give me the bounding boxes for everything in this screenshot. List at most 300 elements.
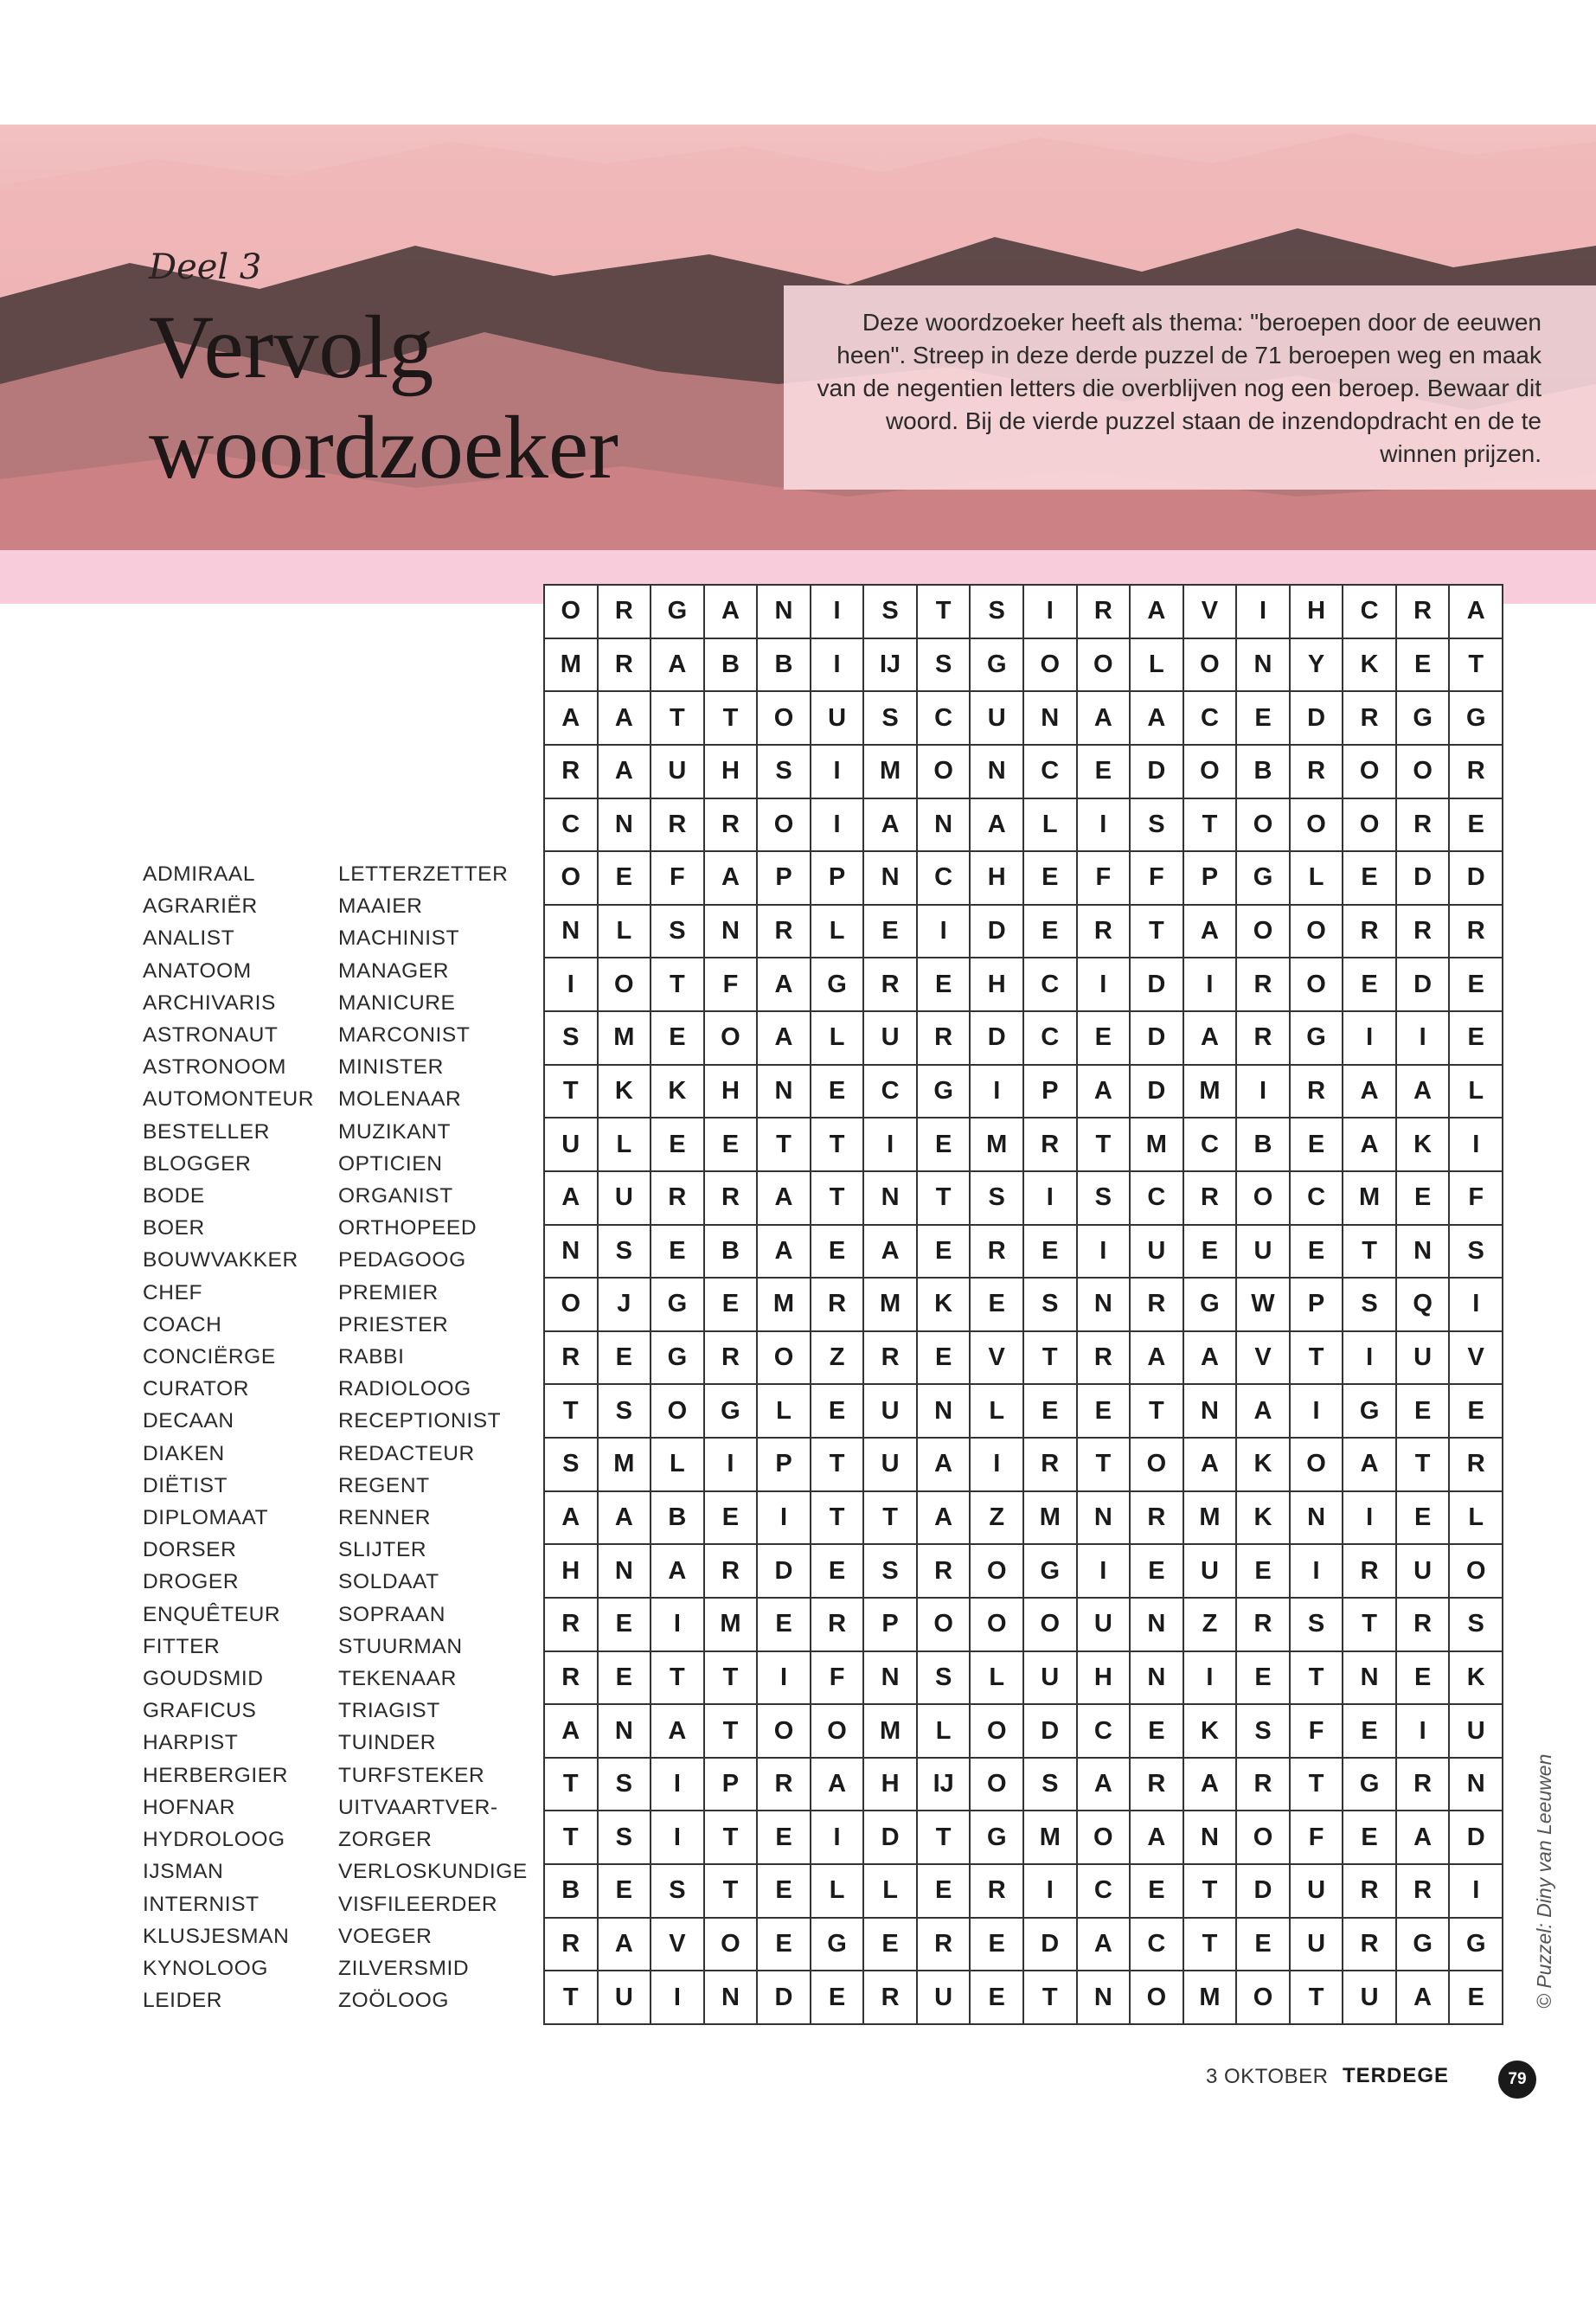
grid-cell[interactable]: A [1450, 586, 1503, 639]
grid-cell[interactable]: E [599, 1865, 652, 1919]
grid-cell[interactable]: G [1184, 1279, 1238, 1332]
grid-cell[interactable]: L [1131, 639, 1184, 693]
grid-cell[interactable]: R [1237, 1599, 1291, 1652]
grid-cell[interactable]: T [1343, 1599, 1397, 1652]
grid-cell[interactable]: U [1291, 1919, 1344, 1972]
grid-cell[interactable]: A [545, 1705, 599, 1759]
grid-cell[interactable]: D [758, 1971, 811, 2025]
grid-cell[interactable]: O [651, 1385, 705, 1439]
grid-cell[interactable]: I [1450, 1865, 1503, 1919]
grid-cell[interactable]: N [1184, 1811, 1238, 1865]
grid-cell[interactable]: F [1291, 1705, 1344, 1759]
grid-cell[interactable]: R [1397, 1759, 1451, 1812]
grid-cell[interactable]: A [1078, 1919, 1131, 1972]
grid-cell[interactable]: E [1291, 1226, 1344, 1279]
grid-cell[interactable]: G [971, 1811, 1024, 1865]
grid-cell[interactable]: B [705, 1226, 759, 1279]
grid-cell[interactable]: V [1184, 586, 1238, 639]
grid-cell[interactable]: T [705, 1652, 759, 1706]
grid-cell[interactable]: A [651, 1705, 705, 1759]
grid-cell[interactable]: T [651, 1652, 705, 1706]
grid-cell[interactable]: M [599, 1439, 652, 1492]
grid-cell[interactable]: L [1450, 1492, 1503, 1546]
grid-cell[interactable]: T [758, 1118, 811, 1172]
grid-cell[interactable]: O [705, 1012, 759, 1066]
grid-cell[interactable]: M [1024, 1492, 1078, 1546]
grid-cell[interactable]: L [811, 1012, 865, 1066]
grid-cell[interactable]: E [1237, 692, 1291, 746]
grid-cell[interactable]: N [1024, 692, 1078, 746]
grid-cell[interactable]: I [651, 1811, 705, 1865]
grid-cell[interactable]: C [545, 799, 599, 853]
grid-cell[interactable]: E [1078, 1385, 1131, 1439]
grid-cell[interactable]: R [599, 639, 652, 693]
grid-cell[interactable]: S [651, 1865, 705, 1919]
grid-cell[interactable]: E [1397, 1492, 1451, 1546]
grid-cell[interactable]: M [705, 1599, 759, 1652]
grid-cell[interactable]: E [918, 1332, 971, 1386]
grid-cell[interactable]: R [1450, 1439, 1503, 1492]
grid-cell[interactable]: A [1131, 692, 1184, 746]
grid-cell[interactable]: L [811, 1865, 865, 1919]
grid-cell[interactable]: R [651, 1172, 705, 1226]
grid-cell[interactable]: S [864, 692, 918, 746]
grid-cell[interactable]: M [599, 1012, 652, 1066]
grid-cell[interactable]: N [545, 1226, 599, 1279]
grid-cell[interactable]: E [811, 1066, 865, 1119]
grid-cell[interactable]: R [1291, 746, 1344, 799]
grid-cell[interactable]: T [545, 1066, 599, 1119]
grid-cell[interactable]: R [758, 906, 811, 959]
grid-cell[interactable]: IJ [864, 639, 918, 693]
grid-cell[interactable]: P [1291, 1279, 1344, 1332]
grid-cell[interactable]: U [1078, 1599, 1131, 1652]
grid-cell[interactable]: F [1291, 1811, 1344, 1865]
grid-cell[interactable]: R [1397, 799, 1451, 853]
grid-cell[interactable]: E [758, 1599, 811, 1652]
grid-cell[interactable]: R [1291, 1066, 1344, 1119]
grid-cell[interactable]: A [1397, 1971, 1451, 2025]
grid-cell[interactable]: I [1184, 958, 1238, 1012]
grid-cell[interactable]: R [918, 1919, 971, 1972]
grid-cell[interactable]: A [1343, 1118, 1397, 1172]
grid-cell[interactable]: E [1343, 958, 1397, 1012]
grid-cell[interactable]: I [811, 799, 865, 853]
grid-cell[interactable]: A [758, 1226, 811, 1279]
grid-cell[interactable]: O [1237, 1971, 1291, 2025]
grid-cell[interactable]: I [651, 1599, 705, 1652]
grid-cell[interactable]: O [758, 1705, 811, 1759]
grid-cell[interactable]: O [1237, 799, 1291, 853]
grid-cell[interactable]: D [971, 1012, 1024, 1066]
grid-cell[interactable]: P [758, 852, 811, 906]
grid-cell[interactable]: T [1078, 1118, 1131, 1172]
grid-cell[interactable]: K [1397, 1118, 1451, 1172]
grid-cell[interactable]: I [811, 746, 865, 799]
grid-cell[interactable]: R [1078, 906, 1131, 959]
grid-cell[interactable]: T [1291, 1759, 1344, 1812]
grid-cell[interactable]: O [599, 958, 652, 1012]
grid-cell[interactable]: A [599, 1919, 652, 1972]
grid-cell[interactable]: S [1237, 1705, 1291, 1759]
grid-cell[interactable]: I [1184, 1652, 1238, 1706]
grid-cell[interactable]: K [599, 1066, 652, 1119]
grid-cell[interactable]: G [918, 1066, 971, 1119]
grid-cell[interactable]: H [971, 958, 1024, 1012]
grid-cell[interactable]: I [1291, 1545, 1344, 1599]
grid-cell[interactable]: M [1343, 1172, 1397, 1226]
grid-cell[interactable]: L [971, 1385, 1024, 1439]
grid-cell[interactable]: B [651, 1492, 705, 1546]
grid-cell[interactable]: O [1024, 1599, 1078, 1652]
grid-cell[interactable]: D [1397, 958, 1451, 1012]
grid-cell[interactable]: R [651, 799, 705, 853]
grid-cell[interactable]: R [545, 1919, 599, 1972]
grid-cell[interactable]: A [971, 799, 1024, 853]
grid-cell[interactable]: I [1343, 1332, 1397, 1386]
grid-cell[interactable]: E [1078, 746, 1131, 799]
grid-cell[interactable]: U [599, 1172, 652, 1226]
grid-cell[interactable]: D [1450, 1811, 1503, 1865]
grid-cell[interactable]: E [1450, 1385, 1503, 1439]
grid-cell[interactable]: I [651, 1759, 705, 1812]
grid-cell[interactable]: C [918, 852, 971, 906]
grid-cell[interactable]: T [1397, 1439, 1451, 1492]
grid-cell[interactable]: A [1131, 1332, 1184, 1386]
grid-cell[interactable]: M [545, 639, 599, 693]
grid-cell[interactable]: U [545, 1118, 599, 1172]
grid-cell[interactable]: T [705, 1865, 759, 1919]
grid-cell[interactable]: E [918, 1118, 971, 1172]
grid-cell[interactable]: R [971, 1226, 1024, 1279]
grid-cell[interactable]: T [705, 1811, 759, 1865]
grid-cell[interactable]: R [1024, 1118, 1078, 1172]
grid-cell[interactable]: R [1397, 1599, 1451, 1652]
grid-cell[interactable]: M [1184, 1492, 1238, 1546]
grid-cell[interactable]: W [1237, 1279, 1291, 1332]
grid-cell[interactable]: L [918, 1705, 971, 1759]
grid-cell[interactable]: S [864, 1545, 918, 1599]
grid-cell[interactable]: T [1291, 1971, 1344, 2025]
grid-cell[interactable]: E [1237, 1545, 1291, 1599]
grid-cell[interactable]: A [1131, 586, 1184, 639]
grid-cell[interactable]: A [864, 1226, 918, 1279]
grid-cell[interactable]: C [918, 692, 971, 746]
grid-cell[interactable]: A [705, 586, 759, 639]
grid-cell[interactable]: A [1078, 1759, 1131, 1812]
grid-cell[interactable]: J [599, 1279, 652, 1332]
grid-cell[interactable]: E [758, 1919, 811, 1972]
grid-cell[interactable]: N [1184, 1385, 1238, 1439]
grid-cell[interactable]: N [599, 1545, 652, 1599]
grid-cell[interactable]: Z [1184, 1599, 1238, 1652]
grid-cell[interactable]: M [1184, 1971, 1238, 2025]
grid-cell[interactable]: A [1397, 1066, 1451, 1119]
grid-cell[interactable]: D [1237, 1865, 1291, 1919]
grid-cell[interactable]: N [705, 1971, 759, 2025]
grid-cell[interactable]: M [1131, 1118, 1184, 1172]
grid-cell[interactable]: T [545, 1971, 599, 2025]
grid-cell[interactable]: E [599, 852, 652, 906]
grid-cell[interactable]: B [705, 639, 759, 693]
grid-cell[interactable]: E [1024, 906, 1078, 959]
grid-cell[interactable]: F [811, 1652, 865, 1706]
grid-cell[interactable]: R [1397, 1865, 1451, 1919]
grid-cell[interactable]: I [1291, 1385, 1344, 1439]
grid-cell[interactable]: O [1024, 639, 1078, 693]
grid-cell[interactable]: I [1078, 799, 1131, 853]
grid-cell[interactable]: A [599, 1492, 652, 1546]
grid-cell[interactable]: A [599, 746, 652, 799]
grid-cell[interactable]: R [1397, 906, 1451, 959]
grid-cell[interactable]: R [1343, 906, 1397, 959]
grid-cell[interactable]: R [1343, 1545, 1397, 1599]
grid-cell[interactable]: E [1450, 1012, 1503, 1066]
grid-cell[interactable]: E [758, 1811, 811, 1865]
grid-cell[interactable]: O [971, 1599, 1024, 1652]
grid-cell[interactable]: O [545, 586, 599, 639]
grid-cell[interactable]: E [918, 1226, 971, 1279]
grid-cell[interactable]: U [864, 1439, 918, 1492]
grid-cell[interactable]: T [1078, 1439, 1131, 1492]
grid-cell[interactable]: O [1237, 1811, 1291, 1865]
grid-cell[interactable]: M [864, 1279, 918, 1332]
grid-cell[interactable]: N [599, 1705, 652, 1759]
grid-cell[interactable]: O [1131, 1971, 1184, 2025]
grid-cell[interactable]: N [1078, 1971, 1131, 2025]
grid-cell[interactable]: R [1343, 1919, 1397, 1972]
grid-cell[interactable]: A [1184, 906, 1238, 959]
grid-cell[interactable]: P [864, 1599, 918, 1652]
grid-cell[interactable]: T [651, 692, 705, 746]
grid-cell[interactable]: D [1131, 1066, 1184, 1119]
grid-cell[interactable]: E [864, 1919, 918, 1972]
grid-cell[interactable]: E [1024, 1226, 1078, 1279]
grid-cell[interactable]: A [758, 1012, 811, 1066]
grid-cell[interactable]: R [1397, 586, 1451, 639]
grid-cell[interactable]: N [1131, 1599, 1184, 1652]
grid-cell[interactable]: D [1291, 692, 1344, 746]
grid-cell[interactable]: B [758, 639, 811, 693]
grid-cell[interactable]: T [1291, 1652, 1344, 1706]
grid-cell[interactable]: D [971, 906, 1024, 959]
grid-cell[interactable]: E [864, 906, 918, 959]
grid-cell[interactable]: S [918, 639, 971, 693]
grid-cell[interactable]: U [651, 746, 705, 799]
grid-cell[interactable]: A [1397, 1811, 1451, 1865]
grid-cell[interactable]: U [1450, 1705, 1503, 1759]
grid-cell[interactable]: T [545, 1759, 599, 1812]
grid-cell[interactable]: R [811, 1279, 865, 1332]
grid-cell[interactable]: T [545, 1811, 599, 1865]
grid-cell[interactable]: S [599, 1759, 652, 1812]
grid-cell[interactable]: E [1184, 1226, 1238, 1279]
grid-cell[interactable]: E [758, 1865, 811, 1919]
grid-cell[interactable]: L [651, 1439, 705, 1492]
grid-cell[interactable]: T [1184, 1865, 1238, 1919]
grid-cell[interactable]: S [971, 586, 1024, 639]
grid-cell[interactable]: D [1450, 852, 1503, 906]
grid-cell[interactable]: E [651, 1226, 705, 1279]
grid-cell[interactable]: T [1024, 1332, 1078, 1386]
grid-cell[interactable]: N [1450, 1759, 1503, 1812]
grid-cell[interactable]: V [971, 1332, 1024, 1386]
grid-cell[interactable]: T [918, 1172, 971, 1226]
grid-cell[interactable]: E [1024, 852, 1078, 906]
grid-cell[interactable]: I [1397, 1705, 1451, 1759]
grid-cell[interactable]: E [1131, 1865, 1184, 1919]
grid-cell[interactable]: O [971, 1759, 1024, 1812]
grid-cell[interactable]: R [705, 1332, 759, 1386]
grid-cell[interactable]: R [918, 1545, 971, 1599]
grid-cell[interactable]: S [971, 1172, 1024, 1226]
grid-cell[interactable]: I [705, 1439, 759, 1492]
grid-cell[interactable]: Y [1291, 639, 1344, 693]
grid-cell[interactable]: A [545, 1492, 599, 1546]
grid-cell[interactable]: D [1131, 958, 1184, 1012]
grid-cell[interactable]: N [864, 1172, 918, 1226]
grid-cell[interactable]: A [1343, 1439, 1397, 1492]
grid-cell[interactable]: C [1078, 1865, 1131, 1919]
grid-cell[interactable]: E [1078, 1012, 1131, 1066]
grid-cell[interactable]: F [1131, 852, 1184, 906]
grid-cell[interactable]: O [918, 746, 971, 799]
grid-cell[interactable]: O [758, 1332, 811, 1386]
grid-cell[interactable]: O [1450, 1545, 1503, 1599]
grid-cell[interactable]: O [758, 799, 811, 853]
grid-cell[interactable]: S [1078, 1172, 1131, 1226]
grid-cell[interactable]: T [1131, 906, 1184, 959]
grid-cell[interactable]: E [1450, 958, 1503, 1012]
grid-cell[interactable]: R [1131, 1492, 1184, 1546]
grid-cell[interactable]: C [1078, 1705, 1131, 1759]
grid-cell[interactable]: S [651, 906, 705, 959]
grid-cell[interactable]: O [1237, 906, 1291, 959]
grid-cell[interactable]: T [918, 586, 971, 639]
grid-cell[interactable]: R [758, 1759, 811, 1812]
grid-cell[interactable]: K [1184, 1705, 1238, 1759]
grid-cell[interactable]: E [1397, 639, 1451, 693]
grid-cell[interactable]: E [1450, 799, 1503, 853]
grid-cell[interactable]: K [1237, 1492, 1291, 1546]
grid-cell[interactable]: Q [1397, 1279, 1451, 1332]
grid-cell[interactable]: A [758, 958, 811, 1012]
grid-cell[interactable]: T [1450, 639, 1503, 693]
grid-cell[interactable]: O [1343, 799, 1397, 853]
grid-cell[interactable]: E [599, 1599, 652, 1652]
grid-cell[interactable]: D [758, 1545, 811, 1599]
grid-cell[interactable]: I [1343, 1492, 1397, 1546]
grid-cell[interactable]: M [971, 1118, 1024, 1172]
grid-cell[interactable]: A [864, 799, 918, 853]
grid-cell[interactable]: D [1131, 746, 1184, 799]
grid-cell[interactable]: I [918, 906, 971, 959]
grid-cell[interactable]: T [705, 692, 759, 746]
grid-cell[interactable]: A [1184, 1012, 1238, 1066]
grid-cell[interactable]: G [1450, 692, 1503, 746]
grid-cell[interactable]: N [545, 906, 599, 959]
grid-cell[interactable]: R [545, 1332, 599, 1386]
grid-cell[interactable]: R [1237, 1759, 1291, 1812]
grid-cell[interactable]: E [811, 1226, 865, 1279]
grid-cell[interactable]: I [1078, 1545, 1131, 1599]
grid-cell[interactable]: S [864, 586, 918, 639]
grid-cell[interactable]: E [811, 1385, 865, 1439]
grid-cell[interactable]: N [705, 906, 759, 959]
grid-cell[interactable]: P [758, 1439, 811, 1492]
grid-cell[interactable]: T [811, 1492, 865, 1546]
grid-cell[interactable]: I [864, 1118, 918, 1172]
grid-cell[interactable]: U [1397, 1545, 1451, 1599]
grid-cell[interactable]: P [1184, 852, 1238, 906]
grid-cell[interactable]: G [1343, 1759, 1397, 1812]
grid-cell[interactable]: E [705, 1279, 759, 1332]
grid-cell[interactable]: H [705, 1066, 759, 1119]
grid-cell[interactable]: K [1343, 639, 1397, 693]
grid-cell[interactable]: R [1450, 746, 1503, 799]
grid-cell[interactable]: N [1397, 1226, 1451, 1279]
grid-cell[interactable]: N [971, 746, 1024, 799]
grid-cell[interactable]: K [1450, 1652, 1503, 1706]
grid-cell[interactable]: N [758, 1066, 811, 1119]
grid-cell[interactable]: O [918, 1599, 971, 1652]
grid-cell[interactable]: G [1397, 692, 1451, 746]
grid-cell[interactable]: S [1131, 799, 1184, 853]
grid-cell[interactable]: O [545, 852, 599, 906]
grid-cell[interactable]: P [1024, 1066, 1078, 1119]
grid-cell[interactable]: M [864, 1705, 918, 1759]
grid-cell[interactable]: S [918, 1652, 971, 1706]
grid-cell[interactable]: R [971, 1865, 1024, 1919]
grid-cell[interactable]: O [1343, 746, 1397, 799]
grid-cell[interactable]: O [971, 1705, 1024, 1759]
grid-cell[interactable]: T [918, 1811, 971, 1865]
grid-cell[interactable]: R [918, 1012, 971, 1066]
grid-cell[interactable]: N [599, 799, 652, 853]
grid-cell[interactable]: G [651, 586, 705, 639]
grid-cell[interactable]: T [651, 958, 705, 1012]
grid-cell[interactable]: L [971, 1652, 1024, 1706]
grid-cell[interactable]: N [1237, 639, 1291, 693]
grid-cell[interactable]: U [1184, 1545, 1238, 1599]
grid-cell[interactable]: C [1184, 1118, 1238, 1172]
grid-cell[interactable]: R [705, 799, 759, 853]
grid-cell[interactable]: U [1343, 1971, 1397, 2025]
grid-cell[interactable]: E [918, 1865, 971, 1919]
grid-cell[interactable]: T [811, 1439, 865, 1492]
grid-cell[interactable]: M [864, 746, 918, 799]
grid-cell[interactable]: N [1343, 1652, 1397, 1706]
grid-cell[interactable]: B [1237, 1118, 1291, 1172]
grid-cell[interactable]: U [1291, 1865, 1344, 1919]
grid-cell[interactable]: T [545, 1385, 599, 1439]
grid-cell[interactable]: R [864, 1971, 918, 2025]
grid-cell[interactable]: T [811, 1118, 865, 1172]
grid-cell[interactable]: Z [811, 1332, 865, 1386]
grid-cell[interactable]: O [971, 1545, 1024, 1599]
grid-cell[interactable]: S [1024, 1279, 1078, 1332]
grid-cell[interactable]: O [1184, 639, 1238, 693]
grid-cell[interactable]: U [1024, 1652, 1078, 1706]
grid-cell[interactable]: R [1131, 1759, 1184, 1812]
grid-cell[interactable]: I [758, 1652, 811, 1706]
grid-cell[interactable]: R [1450, 906, 1503, 959]
grid-cell[interactable]: E [705, 1118, 759, 1172]
grid-cell[interactable]: E [971, 1279, 1024, 1332]
grid-cell[interactable]: I [1237, 586, 1291, 639]
grid-cell[interactable]: L [599, 906, 652, 959]
grid-cell[interactable]: B [545, 1865, 599, 1919]
